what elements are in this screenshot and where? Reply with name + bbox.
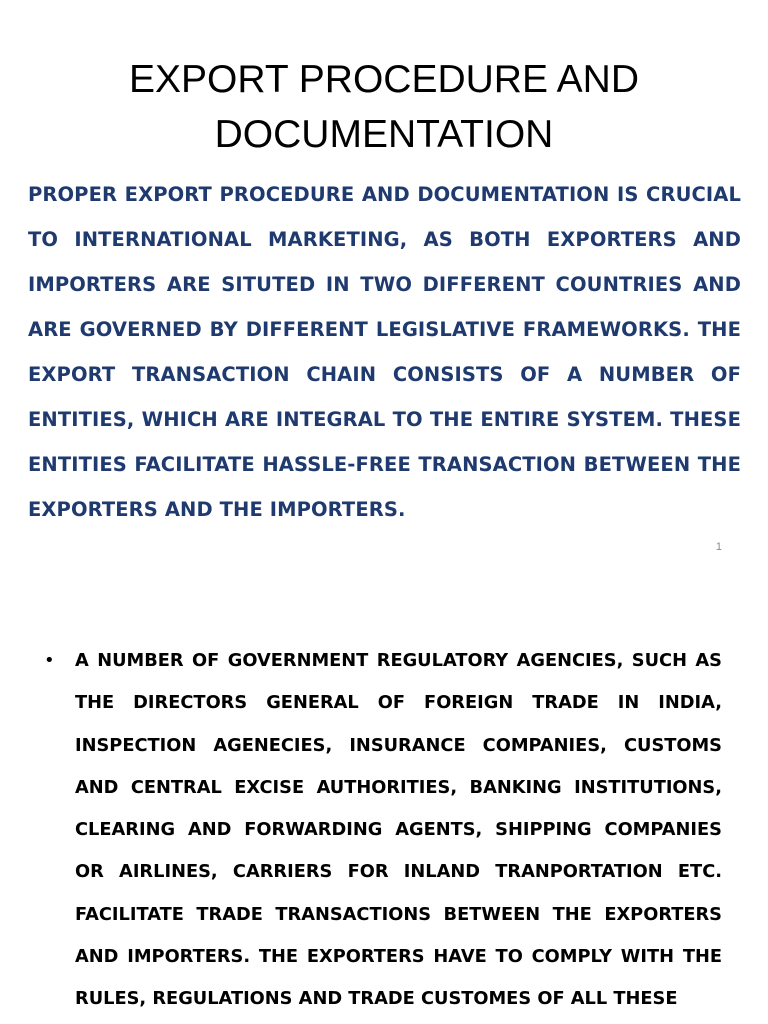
bullet-item — [44, 640, 722, 1021]
slide-title: EXPORT PROCEDURE AND DOCUMENTATION — [128, 58, 639, 156]
slide-body-paragraph: PROPER EXPORT PROCEDURE AND DOCUMENTATION IS CRUCIAL TO INTERNATIONAL MARKETING, AS BOTH EXPORTERS AND IMPORTERS ARE SITUTED IN TWO DIFFERENT COUNTRIES AND ARE GOVERNED BY DIFFERENT LEGISLATIVE FRAMEWORKS. THE EXPORT TRANSACTION CHAIN CONSISTS OF A NUMBER OF ENTITIES, WHICH ARE INTEGRAL TO THE ENTIRE SYSTEM. THESE ENTITIES FACILITATE HASSLE-FREE TRANSACTION BETWEEN THE EXPORTERS AND THE IMPORTERS. — [28, 183, 741, 521]
bullet-list — [44, 640, 722, 1021]
slide-2 — [0, 576, 768, 1024]
slide-number: 1 — [715, 541, 722, 553]
bullet-dot-icon: • — [44, 650, 55, 671]
bullet-text: A NUMBER OF GOVERNMENT REGULATORY AGENCIES, SUCH AS THE DIRECTORS GENERAL OF FOREIGN TRADE IN INDIA, INSPECTION AGENECIES, INSURANCE COMPANIES, CUSTOMS AND CENTRAL EXCISE AUTHORITIES, BANKING INSTITUTIONS, CLEARING AND FORWARDING AGENTS, SHIPPING COMPANIES OR AIRLINES, CARRIERS FOR INLAND TRANPORTATION ETC. FACILITATE TRADE TRANSACTIONS BETWEEN THE EXPORTERS AND IMPORTERS. THE EXPORTERS HAVE TO COMPLY WITH THE RULES, REGULATIONS AND TRADE CUSTOMES OF ALL THESE — [75, 650, 722, 1010]
